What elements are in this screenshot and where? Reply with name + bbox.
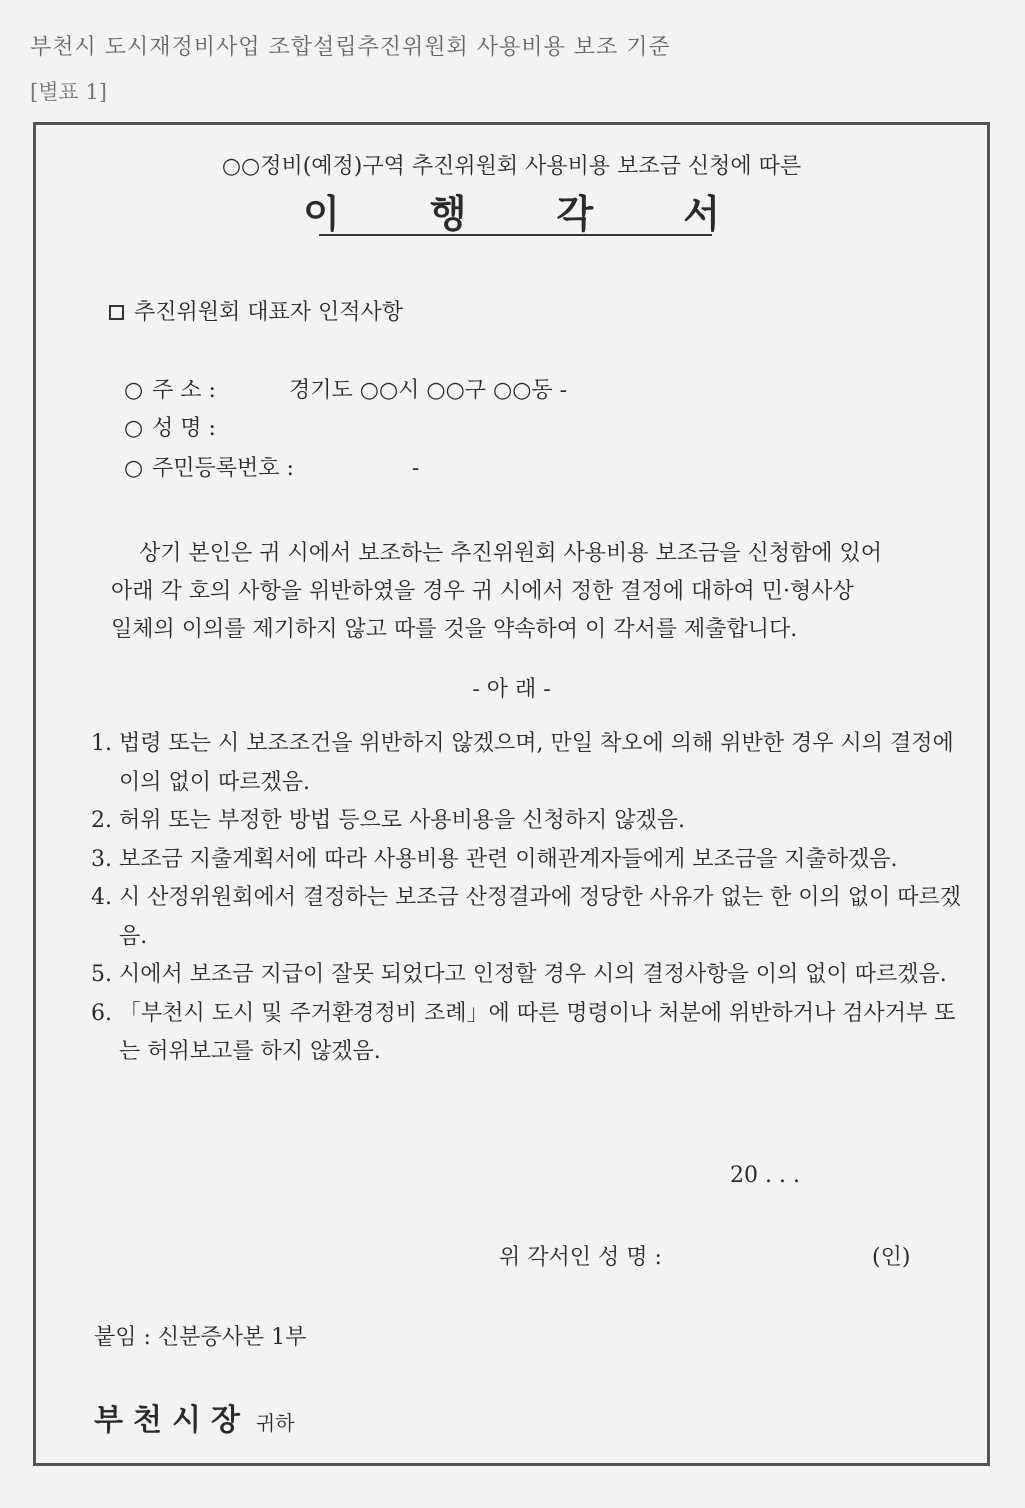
regulation-title: 부천시 도시재정비사업 조합설립추진위원회 사용비용 보조 기준	[30, 35, 671, 60]
item-number: 3.	[91, 846, 112, 872]
circle-bullet-icon: ○	[124, 416, 144, 441]
list-item	[91, 841, 961, 880]
list-item	[91, 802, 961, 841]
item-number: 5.	[91, 962, 112, 987]
attachment-table-label: [별표 1]	[30, 80, 107, 104]
document-title: 이행각서	[303, 191, 810, 236]
pledge-items-list	[91, 725, 961, 1072]
field-label: 주 소 :	[152, 378, 216, 403]
item-text: 허위 또는 부정한 방법 등으로 사용비용을 신청하지 않겠음.	[119, 808, 685, 833]
item-number: 6.	[91, 1000, 112, 1026]
paragraph-line: 일체의 이의를 제기하지 않고 따를 것을 약속하여 이 각서를 제출합니다.	[111, 617, 798, 642]
address-field	[124, 373, 567, 404]
item-number: 1.	[91, 731, 112, 756]
section-heading-text: 추진위원회 대표자 인적사항	[134, 300, 404, 325]
addressee-name: 부천시장	[94, 1403, 250, 1438]
field-value: 경기도 ○○시 ○○구 ○○동 -	[289, 378, 568, 403]
list-item	[91, 995, 961, 1072]
item-text: 법령 또는 시 보조조건을 위반하지 않겠으며, 만일 착오에 의해 위반한 경우 시의 결정에 이의 없이 따르겠음.	[119, 731, 954, 795]
pledge-paragraph	[111, 535, 951, 649]
item-number: 4.	[91, 885, 112, 910]
field-label: 주민등록번호 :	[152, 456, 294, 481]
item-text: 시에서 보조금 지급이 잘못 되었다고 인정할 경우 시의 결정사항을 이의 없이 따르겠음.	[119, 962, 947, 987]
item-text: 「부천시 도시 및 주거환경정비 조례」에 따른 명령이나 처분에 위반하거나 검사거부 또는 허위보고를 하지 않겠음.	[119, 1000, 956, 1064]
paragraph-line: 상기 본인은 귀 시에서 보조하는 추진위원회 사용비용 보조금을 신청함에 있어	[139, 541, 883, 566]
addressee-suffix: 귀하	[255, 1411, 295, 1435]
seal-mark: (인)	[872, 1245, 911, 1270]
document-frame	[33, 122, 990, 1466]
title-underline	[319, 234, 712, 236]
list-item	[91, 879, 961, 956]
checkbox-icon	[109, 305, 124, 320]
date-line: 20 . . .	[730, 1163, 800, 1188]
list-item	[91, 956, 961, 995]
notice-heading: - 아 래 -	[472, 677, 551, 702]
document-subtitle: ○○정비(예정)구역 추진위원회 사용비용 보조금 신청에 따른	[221, 154, 802, 179]
field-label: 성 명 :	[152, 416, 216, 441]
section-heading	[109, 295, 403, 326]
field-value: -	[411, 456, 420, 481]
circle-bullet-icon: ○	[124, 456, 144, 481]
item-text: 시 산정위원회에서 결정하는 보조금 산정결과에 정당한 사유가 없는 한 이의 없이 따르겠음.	[119, 885, 961, 949]
addressee	[94, 1395, 295, 1439]
signature-label: 위 각서인 성 명 :	[499, 1245, 662, 1270]
circle-bullet-icon: ○	[124, 378, 144, 403]
item-number: 2.	[91, 808, 112, 833]
paragraph-line: 아래 각 호의 사항을 위반하였을 경우 귀 시에서 정한 결정에 대하여 민·형사상	[111, 579, 854, 604]
item-text: 보조금 지출계획서에 따라 사용비용 관련 이해관계자들에게 보조금을 지출하겠음.	[119, 846, 898, 872]
resident-number-field	[124, 451, 419, 482]
list-item	[91, 725, 961, 802]
name-field	[124, 411, 289, 442]
attachment-note: 붙임 : 신분증사본 1부	[94, 1325, 307, 1350]
